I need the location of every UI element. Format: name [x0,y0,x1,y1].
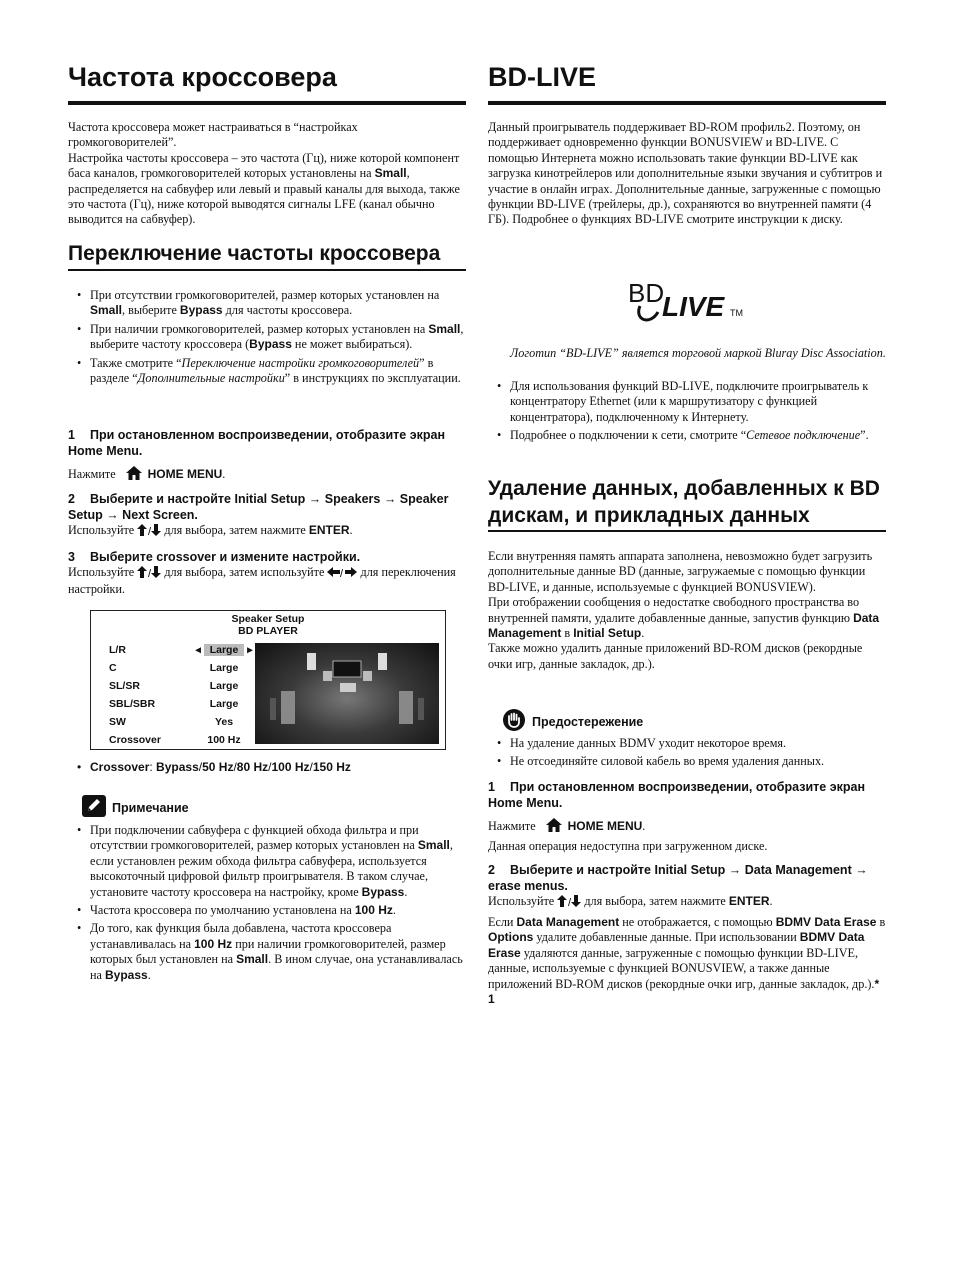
osd-row-value: Large [209,698,239,710]
paragraph [488,120,886,228]
text-run: удаляются данные, загруженные с помощью функции BD-LIVE, данные, используемые с функцией BONUSVIEW, а также данные приложений BD-ROM дисков (рекордные очки игр, данные закладок, др.). [488,945,875,991]
list-item [68,921,466,983]
live-logo-text: LIVE [662,291,725,322]
osd-row-label: L/R [109,644,126,656]
list-item [68,823,466,900]
note-title: Примечание [112,800,189,815]
enter-key-label: ENTER [308,523,350,537]
step-number: 2 [68,492,75,506]
bd-live-logo [628,272,768,328]
text-run: Small [428,321,461,336]
left-right-arrows-icon [327,566,357,582]
bd-logo-text: BD [628,278,665,308]
use-label: Используйте [68,523,135,537]
use-label: Используйте [488,894,555,908]
text-run: Данный проигрыватель поддерживает BD-ROM профиль2. Поэтому, он поддерживает одновременно функции BONUSVIEW и BD-LIVE. С помощью Интернета можно использовать такие функции BD-LIVE как загрузка кинотрейлеров или дополнительные языки звучания и субтитров и участие в онлайн играх. Дополнительные данные, загруженные с помощью функции BD-LIVE (трейлеры, др.), сохраняются во внутренней памяти (4 ГБ). Подробнее о функциях BD-LIVE смотрите инструкции к диску. [488,120,883,227]
page-title-bd-live: BD-LIVE [488,62,596,92]
osd-row-value: Yes [214,716,234,728]
text-run: При подключении сабвуфера с функцией обхода фильтра и при отсутствии громкоговорителей, размер которых установлен на [90,823,419,853]
caution-title: Предостережение [532,714,644,729]
osd-row-value: Large [209,662,239,674]
text-run: Small [374,166,407,181]
title-rule [488,101,886,105]
text-run: Для использования функций BD-LIVE, подключите проигрыватель к концентратору Ethernet (или к маршрутизатору с функцией концентратора), подключенному к Интернету. [510,379,869,424]
text-run: / [268,760,272,774]
text-run: / [309,760,313,774]
text-run: Частота кроссовера может настраиваться в “настройках громкоговорителей”. [68,120,358,150]
home-menu-button-label: HOME MENU [567,819,643,833]
list-item [68,356,466,387]
text-run: / [198,760,203,774]
text-run: Bypass [104,967,148,982]
step-text: При остановленном воспроизведении, отобразите экран Home Menu. [488,780,865,810]
text-run: Если [488,915,517,929]
crossover-values [68,760,466,775]
step-1-note: Данная операция недоступна при загруженном диске. [488,839,768,854]
text-run: BDMV Data Erase [775,915,877,929]
paragraph [488,595,886,641]
text-run: . [404,884,408,899]
caution-header [502,709,643,735]
text-run: Не отсоединяйте силовой кабель во время удаления данных. [510,754,825,769]
home-menu-button-label: HOME MENU [147,467,223,481]
text-run: 50 Hz [202,760,234,774]
up-down-arrows-icon [137,524,161,540]
step-number: 1 [488,780,495,794]
text-run: ” в разделе “ [90,355,434,386]
text-run: Initial Setup [573,626,642,641]
text-run: в [876,915,886,929]
press-label: Нажмите [488,819,536,833]
step-number: 2 [488,863,495,877]
text-run: . В ином случае, она устанавливалась на [90,952,463,982]
text-run: На удаление данных BDMV уходит некоторое время. [510,736,787,750]
step-1-delete: 1 При остановленном воспроизведении, отобразите экран Home Menu. Нажмите HOME MENU. Данная операция недоступна при загруженном диске. [488,779,886,855]
list-item [488,428,886,443]
osd-row-value: 100 Hz [207,734,241,746]
text-run: Small [236,952,269,967]
text-run: Crossover [90,760,150,774]
caution-bullets [488,736,886,773]
text-run: , распределяется на сабвуфер или левый и правый каналы для выхода, также это частота (Гц), ниже которой выводятся сигналы LFE (канал обычно выводится на сабвуфер). [68,166,460,227]
text-run: , выберите [122,303,180,318]
text-run: Small [90,303,123,318]
osd-title-line: Speaker Setup [231,613,305,625]
osd-row-label: SBL/SBR [109,698,156,710]
final-paragraph [488,915,886,1007]
step-text: Выберите и настройте Initial Setup → Data Management → erase menus. [488,863,868,893]
text-run: , выберите частоту кроссовера ( [90,321,464,352]
text-run: Также можно удалить данные приложений BD-ROM дисков (рекордные очки игр, данные закладок, др.). [488,641,863,671]
text-run: 100 Hz [194,936,233,951]
list-item [488,754,886,769]
home-icon [126,466,142,484]
list-item [68,288,466,319]
text-run: При отображении сообщения о недостатке свободного пространства во внутренней памяти, удалите добавленные данные, запустив функцию [488,595,860,625]
list-item [488,736,886,751]
step-text: При остановленном воспроизведении, отобразите экран Home Menu. [68,428,445,458]
text-run: 100 Hz [354,903,393,918]
text-run: ” в инструкциях по эксплуатации. [284,371,461,386]
use-text: для выбора, затем используйте [164,565,325,579]
svg-text:/: / [340,568,344,578]
text-run: 80 Hz [236,760,269,774]
section-rule [68,269,466,271]
up-down-arrows-icon [137,566,161,582]
enter-key-label: ENTER [728,894,770,908]
text-run: Сетевое подключение [746,428,861,443]
bd-live-intro [488,120,886,228]
text-run: ”. [860,428,869,443]
crossover-bullets [68,288,466,389]
up-down-arrows-icon [557,895,581,911]
text-run: не отображается, с помощью [619,915,776,929]
text-run: * 1 [488,976,880,1007]
hand-stop-icon [502,709,526,735]
osd-row-label: SL/SR [109,680,140,692]
step-2-delete: 2 Выберите и настройте Initial Setup → Data Management → erase menus. Используйте / для выбора, затем нажмите ENTER. [488,862,886,911]
text-run: для частоты кроссовера. [222,303,353,318]
delete-data-paragraphs [488,549,886,672]
step-text: Выберите crossover и измените настройки. [90,550,361,564]
osd-row-label: SW [109,716,126,728]
svg-text:/: / [568,897,572,907]
page-title-crossover: Частота кроссовера [68,62,337,92]
text-run: Options [488,930,534,945]
use-text: для выбора, затем нажмите [584,894,726,908]
list-item [68,322,466,353]
section-title-crossover-switch: Переключение частоты кроссовера [68,242,441,265]
text-run: удалите добавленные данные. При использовании [533,930,800,945]
text-run: Если внутренняя память аппарата заполнена, невозможно будет загрузить дополнительные данные BD (данные, загружаемые с помощью функции BD-LIVE, и данные, используемые с функцией BONUSVIEW). [488,549,873,594]
text-run: Data Management [516,915,620,929]
text-run: . [147,967,151,982]
text-run: Настройка частоты кроссовера – это частота (Гц), ниже которой компонент баса каналов, громкоговорителей которых установлены на [68,150,460,181]
step-number: 1 [68,428,75,442]
text-run: Переключение настройки громкоговорителей [181,355,420,370]
svg-text:/: / [148,526,152,536]
text-run: Small [417,838,450,853]
paragraph [488,549,886,595]
text-run: Подробнее о подключении к сети, смотрите “ [510,428,747,443]
text-run: 100 Hz [271,760,310,774]
section-title-delete-data: Удаление данных, добавленных к BD дискам, и прикладных данных [488,477,880,527]
text-run: Частота кроссовера по умолчанию установлена на [90,903,355,918]
text-run: 150 Hz [312,760,351,774]
paragraph [488,641,886,672]
text-run: Bypass [179,303,223,318]
text-run: Дополнительные настройки [137,371,285,386]
pencil-icon [82,795,106,821]
text-run: При отсутствии громкоговорителей, размер которых установлен на [90,288,440,302]
text-run: Bypass [361,884,405,899]
use-text: для переключения настройки. [68,565,456,597]
tm-mark: TM [730,308,743,318]
text-run: До того, как функция была добавлена, частота кроссовера устанавливалась на [90,921,392,951]
text-run: / [233,760,237,774]
step-2: 2 Выберите и настройте Initial Setup → Speakers → Speaker Setup → Next Screen. Используйте / для выбора, затем нажмите ENTER. [68,491,466,540]
use-text: для выбора, затем нажмите [164,523,306,537]
text-run: Bypass [249,337,292,352]
note-header [82,795,189,821]
paragraph [68,120,466,151]
text-run: , если установлен режим обхода фильтра сабвуфера, используется высокоточный цифровой фильтр проигрывателя. В таком случае, установите частоту кроссовера на настройку, кроме [90,838,453,899]
text-run: при наличии громкоговорителей, размер которых был установлен на [90,936,446,967]
osd-row-value: Large [209,680,239,692]
step-3 [68,549,466,598]
text-run: Data Management [488,610,880,641]
text-run: не может выбираться). [291,337,413,352]
step-text: Выберите и настройте Initial Setup → Speakers → Speaker Setup → Next Screen. [68,492,449,522]
text-run: в [561,626,574,641]
crossover-values-bullet [68,760,466,778]
osd-row-label: C [109,662,117,674]
use-label: Используйте [68,565,135,579]
list-item [488,379,886,425]
bd-live-bullets [488,379,886,447]
text-run: . [392,903,396,918]
paragraph [68,151,466,228]
logo-caption: Логотип “BD-LIVE” является торговой маркой Bluray Disc Association. [510,346,886,360]
press-label: Нажмите [68,467,116,481]
home-icon [546,818,562,836]
text-run: BDMV Data Erase [488,930,865,960]
osd-row-label: Crossover [109,734,161,746]
section-rule [488,530,886,532]
text-run: : [149,760,157,774]
text-run: При наличии громкоговорителей, размер которых установлен на [90,321,429,336]
step-number: 3 [68,550,75,564]
text-run: Bypass [156,760,199,774]
step-1: 1 При остановленном воспроизведении, отобразите экран Home Menu. Нажмите HOME MENU. [68,427,466,484]
list-item [68,903,466,918]
selected-value[interactable]: Large [204,644,245,656]
speaker-setup-screen [90,610,446,750]
note-bullets [68,823,466,986]
svg-text:/: / [148,568,152,578]
speaker-layout-illustration [255,643,439,744]
crossover-intro [68,120,466,228]
text-run: . [641,626,645,641]
osd-row-value[interactable]: ◂ Large ▸ [195,644,253,656]
osd-title [91,613,445,637]
osd-subtitle-line: BD PLAYER [238,625,298,637]
title-rule [68,101,466,105]
text-run: Также смотрите “ [90,355,182,370]
